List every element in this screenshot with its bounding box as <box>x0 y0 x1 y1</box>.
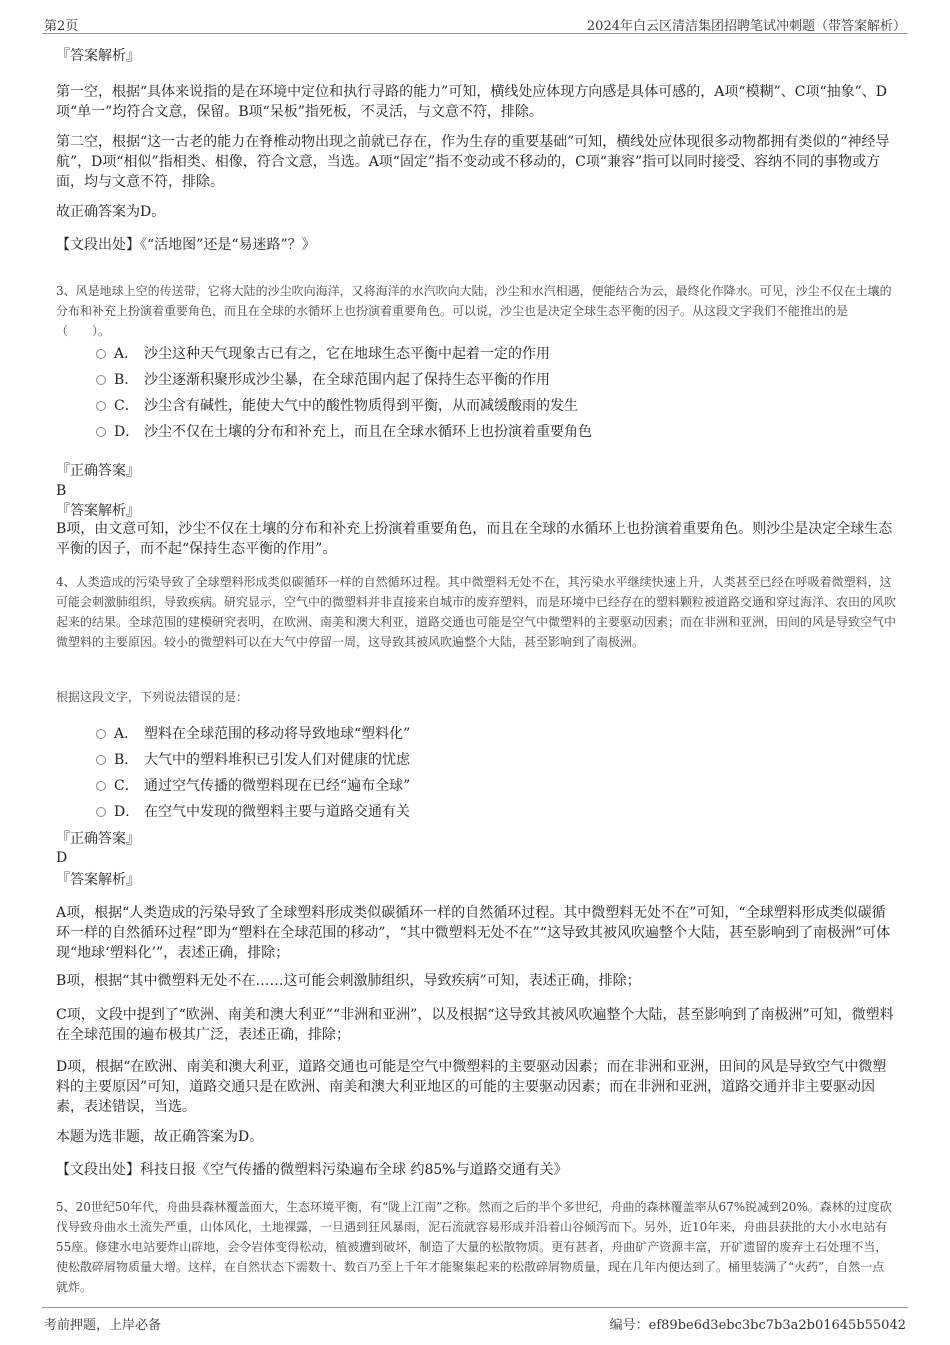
q4-analysis-b: B项，根据“其中微塑料无处不在……这可能会刺激肺组织，导致疾病”可知，表述正确，排除； <box>56 973 641 989</box>
radio-button-icon[interactable] <box>96 427 106 437</box>
q3-answer-label: 『正确答案』 <box>56 463 140 479</box>
radio-button-icon[interactable] <box>96 807 106 817</box>
option-text: 塑料在全球范围的移动将导致地球“塑料化” <box>144 726 411 742</box>
q2-conclusion: 故正确答案为D。 <box>56 204 166 220</box>
q3-analysis-label: 『答案解析』 <box>56 503 140 519</box>
code-value: ef89be6d3ebc3bc7b3a2b01645b55042 <box>648 1318 906 1333</box>
q3-analysis: B项，由文意可知，沙尘不仅在土壤的分布和补充上扮演着重要角色，而且在全球的水循环上也扮演着重要角色。则沙尘是决定全球生态平衡的因子，而不起“保持生态平衡的作用”。 <box>56 521 893 557</box>
q4-stem: 4、人类造成的污染导致了全球塑料形成类似碳循环一样的自然循环过程。其中微塑料无处不在，其污染水平继续快速上升，人类甚至已经在呼吸着微塑料，这可能会刺激肺组织，导致疾病。研究显示，空气中的微塑料并非直接来自城市的废弃塑料，而是环境中已经存在的塑料颗粒被道路交通和穿过海洋、农田的风吹起来的结果。全球范围的建模研究表明，在欧洲、南美和澳大利亚，道路交通也可能是空气中微塑料的主要驱动因素；而在非洲和亚洲，田间的风是导致空气中微塑料的主要原因。较小的微塑料可以在大气中停留一周，这导致其被风吹遍整个大陆，甚至影响到了南极洲。 <box>56 575 897 649</box>
q4-analysis-a: A项，根据“人类造成的污染导致了全球塑料形成类似碳循环一样的自然循环过程。其中微塑料无处不在”可知，“全球塑料形成类似碳循环一样的自然循环过程”即为“塑料在全球范围的移动”，“其中微塑料无处不在”“这导致其被风吹遍整个大陆，甚至影响到了南极洲”可体现“地球‘塑料化’”，表述正确，排除； <box>56 905 891 961</box>
q4-analysis-d: D项，根据“在欧洲、南美和澳大利亚，道路交通也可能是空气中微塑料的主要驱动因素；而在非洲和亚洲，田间的风是导致空气中微塑料的主要原因”可知，道路交通只是在欧洲、南美和澳大利亚地区的可能的主要驱动因素；而在非洲和亚洲，道路交通并非主要驱动因素，表述错误，当选。 <box>56 1059 887 1115</box>
radio-button-icon[interactable] <box>96 401 106 411</box>
option-letter: A． <box>114 346 139 362</box>
q4-conclusion: 本题为选非题，故正确答案为D。 <box>56 1129 264 1145</box>
option-text: 通过空气传播的微塑料现在已经“遍布全球” <box>144 778 411 794</box>
footer-note: 考前押题，上岸必备 <box>44 1318 162 1333</box>
q3-option-b[interactable] <box>96 369 876 391</box>
option-letter: C． <box>114 778 139 794</box>
page-footer <box>42 1307 908 1335</box>
option-text: 大气中的塑料堆积已引发人们对健康的忧虑 <box>144 752 410 768</box>
q4-option-c[interactable] <box>96 775 876 797</box>
option-letter: D． <box>114 804 140 820</box>
radio-button-icon[interactable] <box>96 375 106 385</box>
page-number: 第2页 <box>44 19 79 34</box>
page-header <box>42 12 908 34</box>
option-letter: A． <box>114 726 139 742</box>
option-text: 沙尘含有碱性，能使大气中的酸性物质得到平衡，从而减缓酸雨的发生 <box>144 398 578 414</box>
document-title: 2024年白云区清洁集团招聘笔试冲刺题（带答案解析） <box>586 19 906 34</box>
code-label: 编号： <box>609 1318 649 1333</box>
radio-button-icon[interactable] <box>96 729 106 739</box>
option-text: 沙尘这种天气现象古已有之，它在地球生态平衡中起着一定的作用 <box>144 346 550 362</box>
q2-analysis-para-1: 第一空，根据“具体来说指的是在环境中定位和执行寻路的能力”可知，横线处应体现方向感是具体可感的，A项“模糊”、C项“抽象”、D项“单一”均符合文意，保留。B项“呆板”指死板，不灵活，与文意不符，排除。 <box>56 84 887 120</box>
q3-answer: B <box>56 483 67 499</box>
radio-button-icon[interactable] <box>96 349 106 359</box>
option-text: 沙尘不仅在土壤的分布和补充上，而且在全球水循环上也扮演着重要角色 <box>144 424 592 440</box>
q3-stem: 3、风是地球上空的传送带，它将大陆的沙尘吹向海洋，又将海洋的水汽吹向大陆，沙尘和水汽相遇，便能结合为云，最终化作降水。可见，沙尘不仅在土壤的分布和补充上扮演着重要角色，而且在全球的水循环上也扮演着重要角色。可以说，沙尘也是决定全球生态平衡的因子。从这段文字我们不能推出的是（ ）。 <box>56 284 892 338</box>
q2-analysis-label: 『答案解析』 <box>56 48 140 64</box>
q3-option-c[interactable] <box>96 395 876 417</box>
option-text: 沙尘逐渐积聚形成沙尘暴，在全球范围内起了保持生态平衡的作用 <box>144 372 550 388</box>
q4-answer: D <box>56 850 68 866</box>
q4-prompt: 根据这段文字，下列说法错误的是： <box>56 690 249 704</box>
radio-button-icon[interactable] <box>96 781 106 791</box>
q2-source: 【文段出处】《“活地图”还是“易迷路”？》 <box>56 237 316 253</box>
option-text: 在空气中发现的微塑料主要与道路交通有关 <box>144 804 410 820</box>
q4-option-b[interactable] <box>96 749 876 771</box>
radio-button-icon[interactable] <box>96 755 106 765</box>
option-letter: B． <box>114 752 139 768</box>
q5-stem: 5、20世纪50年代，舟曲县森林覆盖面大，生态环境平衡，有“陇上江南”之称。然而之后的半个多世纪，舟曲的森林覆盖率从67%锐减到20%。森林的过度砍伐导致舟曲水土流失严重，山体风化，土地裸露，一旦遇到狂风暴雨，泥石流就容易形成并沿着山谷倾泻而下。另外，近10年来，舟曲县获批的大小水电站有55座。修建水电站要炸山辟地，会令岩体变得松动，植被遭到破坏，制造了大量的松散物质。更有甚者，舟曲矿产资源丰富，开矿遗留的废弃土石处理不当，使松散碎屑物质量大增。这样，在自然状态下需数十、数百乃至上千年才能聚集起来的松散碎屑物质量，现在几年内便达到了。桶里装满了“火药”，自然一点就炸。 <box>56 1200 892 1294</box>
q3-option-a[interactable] <box>96 343 876 365</box>
option-letter: C． <box>114 398 139 414</box>
q4-option-d[interactable] <box>96 801 876 823</box>
q4-option-a[interactable] <box>96 723 876 745</box>
document-code <box>610 1314 906 1333</box>
q4-source: 【文段出处】科技日报《空气传播的微塑料污染遍布全球 约85%与道路交通有关》 <box>56 1162 568 1178</box>
q2-analysis-para-2: 第二空，根据“这一古老的能力在脊椎动物出现之前就已存在，作为生存的重要基础”可知，横线处应体现很多动物都拥有类似的“神经导航”，D项“相似”指相类、相像，符合文意，当选。A项“固定”指不变动或不移动的，C项“兼容”指可以同时接受、容纳不同的事物或方面，均与文意不符，排除。 <box>56 134 890 190</box>
q3-option-d[interactable] <box>96 421 876 443</box>
option-letter: B． <box>114 372 139 388</box>
q4-analysis-c: C项，文段中提到了“欧洲、南美和澳大利亚”“非洲和亚洲”，以及根据“这导致其被风吹遍整个大陆，甚至影响到了南极洲”可知，微塑料在全球范围的遍布极其广泛，表述正确，排除； <box>56 1007 894 1043</box>
q4-analysis-label: 『答案解析』 <box>56 872 140 888</box>
option-letter: D． <box>114 424 140 440</box>
q4-answer-label: 『正确答案』 <box>56 831 140 847</box>
